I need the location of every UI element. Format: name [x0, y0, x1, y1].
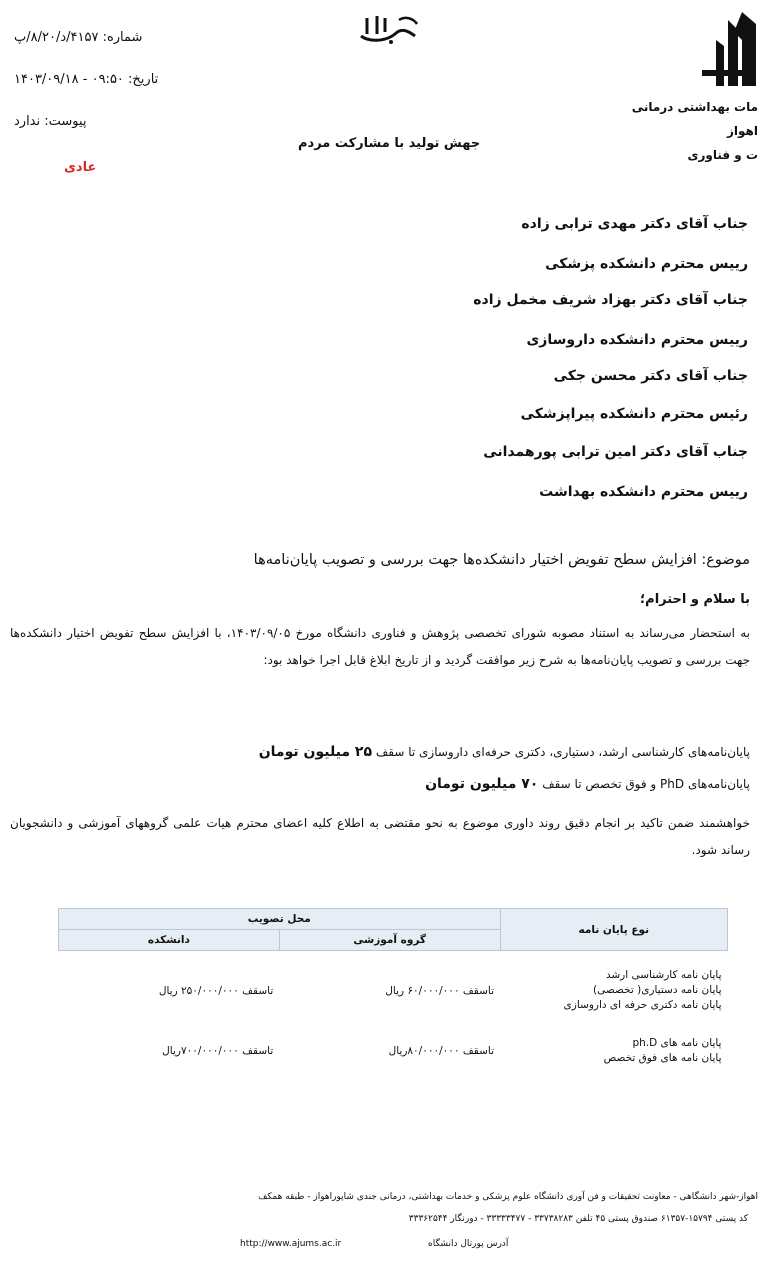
- recipient-line-7: جناب آقای دکتر امین ترابی پورهمدانی: [483, 444, 748, 460]
- table-row: [59, 1031, 728, 1071]
- letter-paragraph-1: به استحضار می‌رساند به استناد مصوبه شورای تخصصی پژوهش و فناوری دانشگاه مورخ ۱۴۰۳/۰۹/۰۵، با افزایش سطح تفویض اختیار دانشکده‌ها جهت بررسی و تصویب پایان‌نامه‌ها به شرح زیر موافقت گردید و از تاریخ ابلاغ قابل اجرا خواهد بود:: [10, 626, 750, 667]
- letter-motto: جهش تولید با مشارکت مردم: [298, 136, 481, 151]
- recipient-line-2: رییس محترم دانشکده پزشکی: [545, 256, 748, 272]
- letter-subject: موضوع: افزایش سطح تفویض اختیار دانشکده‌ها جهت بررسی و تصویب پایان‌نامه‌ها: [253, 552, 750, 568]
- org-name-line-2: اهواز: [727, 124, 758, 138]
- priority-label: عادی: [64, 160, 97, 175]
- thesis-type-label: پایان نامه دستیاری( تخصصی): [593, 984, 722, 997]
- table-cell-faculty-limit: تاسقف ۷۰۰/۰۰۰/۰۰۰ریال: [162, 1044, 274, 1057]
- approval-limits-table: [58, 908, 728, 1071]
- letter-number: شماره: ۴۱۵۷/د/۸/۲۰/پ: [14, 30, 143, 45]
- basmala-calligraphy-icon: [355, 8, 425, 48]
- footer-portal-label: آدرس پورتال دانشگاه: [428, 1239, 509, 1249]
- letter-greeting: با سلام و احترام؛: [639, 592, 750, 607]
- table-cell-type: [500, 951, 727, 1031]
- approval-item-1-text: پایان‌نامه‌های کارشناسی ارشد، دستیاری، دکتری حرفه‌ای داروسازی تا سقف: [375, 745, 750, 759]
- table-row: [59, 951, 728, 1031]
- recipient-line-1: جناب آقای دکتر مهدی ترابی زاده: [521, 216, 748, 232]
- recipient-line-4: رییس محترم دانشکده داروسازی: [526, 332, 748, 348]
- university-logo-icon: [698, 10, 758, 88]
- approval-item-2-amount: ۷۰ میلیون تومان: [425, 776, 539, 792]
- approval-item-2: [425, 776, 750, 792]
- org-name-line-3: ت و فناوری: [687, 148, 758, 162]
- table-cell-group-limit: تاسقف ۸۰/۰۰۰/۰۰۰ریال: [388, 1044, 495, 1057]
- thesis-type-label: پایان نامه کارشناسی ارشد: [605, 969, 722, 982]
- table-cell-type: [500, 1031, 727, 1071]
- footer-url[interactable]: http://www.ajums.ac.ir: [240, 1239, 342, 1249]
- recipient-line-3: جناب آقای دکتر بهزاد شریف مخمل زاده: [473, 292, 748, 308]
- thesis-type-label: پایان نامه های فوق تخصص: [603, 1051, 722, 1064]
- letter-date: تاریخ: ۰۹:۵۰ - ۱۴۰۳/۰۹/۱۸: [14, 72, 159, 87]
- approval-item-1: [259, 744, 750, 760]
- approval-item-2-text: پایان‌نامه‌های PhD و فوق تخصص تا سقف: [542, 777, 750, 791]
- table-header-group: گروه آموزشی: [279, 930, 500, 951]
- table-header-approval-place: محل تصویب: [59, 909, 501, 930]
- letter-attachment: پیوست: ندارد: [14, 114, 87, 129]
- approval-item-1-amount: ۲۵ میلیون تومان: [258, 744, 373, 760]
- table-header-faculty: دانشکده: [59, 930, 280, 951]
- table-cell-group-limit: تاسقف ۶۰/۰۰۰/۰۰۰ ریال: [385, 984, 495, 997]
- footer-contact: کد پستی ۱۵۷۹۴-۶۱۳۵۷ صندوق پستی ۴۵ تلفن ۳۳۷۳۸۲۸۳ - ۳۳۳۳۳۴۷۷ - دورنگار ۳۳۳۶۲۵۴۴: [408, 1214, 748, 1224]
- table-cell-faculty-limit: تاسقف ۲۵۰/۰۰۰/۰۰۰ ریال: [158, 984, 274, 997]
- recipient-line-8: رییس محترم دانشکده بهداشت: [539, 484, 748, 500]
- thesis-type-label: پایان نامه های ph.D: [632, 1036, 722, 1049]
- letter-paragraph-2: خواهشمند ضمن تاکید بر انجام دقیق روند داوری موضوع به نحو مقتضی به اطلاع کلیه اعضای محترم هیات علمی گروههای آموزشی و دانشجویان رساند شود.: [10, 816, 750, 857]
- recipient-line-6: رئیس محترم دانشکده پیراپزشکی: [520, 406, 748, 422]
- org-name-line-1: مات بهداشتی درمانی: [631, 100, 758, 114]
- thesis-type-label: پایان نامه دکتری حرفه ای داروسازی: [563, 999, 722, 1012]
- table-header-thesis-type: نوع پایان نامه: [500, 909, 727, 951]
- footer-address: اهواز-شهر دانشگاهی - معاونت تحقیقات و فن آوری دانشگاه علوم پزشکی و خدمات بهداشتی، درمانی جندی شاپوراهواز - طبقه همکف: [258, 1192, 758, 1202]
- recipient-line-5: جناب آقای دکتر محسن جکی: [553, 368, 748, 384]
